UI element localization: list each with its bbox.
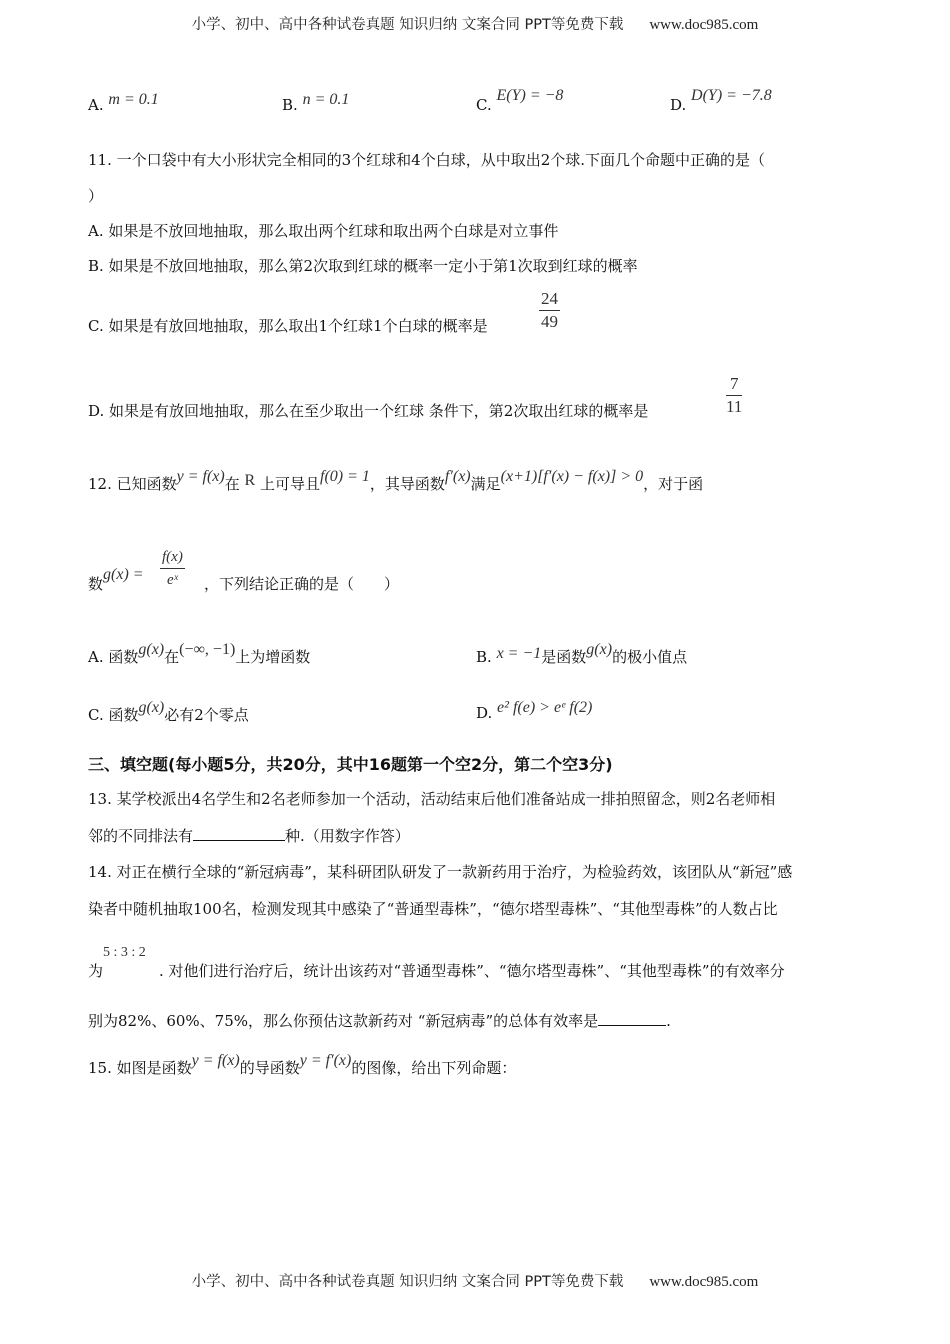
math: g(x)	[138, 641, 165, 658]
text: 上为增函数	[235, 648, 311, 666]
text: 是函数	[541, 648, 587, 666]
q12-stem-line1	[88, 468, 704, 495]
q15-stem	[88, 1052, 517, 1079]
text: 的导函数	[239, 1059, 300, 1077]
math: (−∞, −1)	[179, 641, 236, 658]
fraction-numerator: 24	[539, 288, 560, 311]
q12-g-fraction	[160, 546, 185, 591]
q11-option-a: A. 如果是不放回地抽取，那么取出两个红球和取出两个白球是对立事件	[88, 222, 559, 240]
math: R	[244, 472, 256, 489]
math: f′(x)	[444, 468, 471, 485]
text: B.	[476, 648, 492, 666]
q11-stem: 11. 一个口袋中有大小形状完全相同的3个红球和4个白球，从中取出2个球.下面几个命题中正确的是（	[88, 151, 766, 169]
math: (x+1)[f′(x) − f(x)] > 0	[500, 468, 644, 485]
text: 的极小值点	[612, 648, 688, 666]
text: 种.（用数字作答）	[285, 827, 410, 845]
text: 必有2个零点	[164, 706, 249, 724]
text: 为	[88, 962, 104, 980]
text: 15. 如图是函数	[88, 1059, 192, 1077]
q10-option-d	[670, 87, 772, 115]
footer-url[interactable]: www.doc985.com	[649, 1274, 759, 1290]
option-math: n = 0.1	[302, 91, 350, 108]
text: 在	[224, 475, 240, 493]
fraction-numerator: 7	[726, 373, 742, 396]
section-title: 三、填空题(每小题5分，共20分，其中16题第一个空2分，第二个空3分)	[88, 755, 613, 774]
answer-blank[interactable]	[193, 826, 285, 841]
fraction-denominator: 11	[726, 397, 743, 416]
q14-line2: 染者中随机抽取100名，检测发现其中感染了“普通型毒株”，“德尔塔型毒株”、“其他型毒株”的人数占比	[88, 900, 778, 918]
text: 别为82%、60%、75%，那么你预估这款新药对 “新冠病毒”的总体有效率是	[88, 1012, 599, 1030]
text: A. 函数	[88, 648, 139, 666]
fraction-denominator: 49	[541, 312, 558, 331]
text: 上可导且	[259, 475, 320, 493]
option-label: C.	[476, 96, 492, 114]
q13-line2	[88, 826, 410, 846]
text: 在	[164, 648, 180, 666]
q13-line1: 13. 某学校派出4名学生和2名老师参加一个活动，活动结束后他们准备站成一排拍照留念，则2名老师相	[88, 790, 776, 808]
q14-line3	[88, 945, 785, 983]
text: 的图像，给出下列命题：	[351, 1059, 517, 1077]
q12-option-a	[88, 641, 311, 667]
q11-stem-end: ）	[88, 187, 104, 205]
math: x = −1	[496, 645, 542, 662]
text: 邻的不同排法有	[88, 827, 194, 845]
text: C. 函数	[88, 706, 139, 724]
option-label: B.	[282, 96, 298, 114]
math: f(0) = 1	[320, 468, 370, 485]
text: D.	[476, 704, 493, 722]
math: y = f(x)	[176, 468, 225, 485]
page-header	[0, 13, 950, 34]
q11-c-fraction	[539, 288, 560, 333]
text: ，对于函	[643, 475, 704, 493]
math: y = f(x)	[191, 1052, 240, 1069]
q11-option-c: C. 如果是有放回地抽取，那么取出1个红球1个白球的概率是	[88, 317, 488, 335]
q11-d-fraction	[726, 373, 742, 418]
q11-option-d: D. 如果是有放回地抽取，那么在至少取出一个红球 条件下，第2次取出红球的概率是	[88, 402, 649, 420]
fraction-denominator: eˣ	[166, 572, 178, 588]
header-text: 小学、初中、高中各种试卷真题 知识归纳 文案合同 PPT等免费下载	[191, 17, 624, 33]
q11-option-b: B. 如果是不放回地抽取，那么第2次取到红球的概率一定小于第1次取到红球的概率	[88, 257, 638, 275]
q10-option-b	[282, 91, 350, 115]
q12-stem-line2	[88, 566, 144, 595]
option-math: E(Y) = −8	[496, 87, 564, 104]
option-label: A.	[88, 96, 104, 114]
q12-option-d	[476, 699, 593, 723]
q12-option-b	[476, 641, 688, 667]
fraction-numerator: f(x)	[160, 546, 185, 569]
math: g(x)	[586, 641, 613, 658]
text: . 对他们进行治疗后，统计出该药对“普通型毒株”、“德尔塔型毒株”、“其他型毒株”的有效率分	[159, 962, 785, 980]
q10-option-a	[88, 91, 159, 115]
q10-option-c	[476, 87, 564, 115]
footer-text: 小学、初中、高中各种试卷真题 知识归纳 文案合同 PPT等免费下载	[191, 1274, 624, 1290]
option-math: D(Y) = −7.8	[691, 87, 772, 104]
q12-option-c	[88, 699, 249, 725]
math: e² f(e) > eᵉ f(2)	[497, 699, 593, 716]
q14-line4	[88, 1011, 671, 1031]
option-math: m = 0.1	[108, 91, 159, 108]
math: g(x)	[138, 699, 165, 716]
answer-blank[interactable]	[598, 1011, 666, 1026]
ratio-math: 5 : 3 : 2	[103, 945, 146, 960]
page-footer	[0, 1270, 950, 1291]
q14-line1: 14. 对正在横行全球的“新冠病毒”，某科研团队研发了一款新药用于治疗，为检验药效，该团队从“新冠”感	[88, 863, 793, 881]
math: y = f′(x)	[299, 1052, 352, 1069]
text: 满足	[470, 475, 501, 493]
header-url[interactable]: www.doc985.com	[649, 17, 759, 33]
math: g(x) =	[103, 566, 144, 583]
q12-stem-line2-end: ，下列结论正确的是（ ）	[204, 575, 400, 593]
text: ，其导函数	[369, 475, 445, 493]
text: .	[666, 1012, 671, 1030]
text: 12. 已知函数	[88, 475, 177, 493]
option-label: D.	[670, 96, 687, 114]
text: 数	[88, 575, 104, 593]
